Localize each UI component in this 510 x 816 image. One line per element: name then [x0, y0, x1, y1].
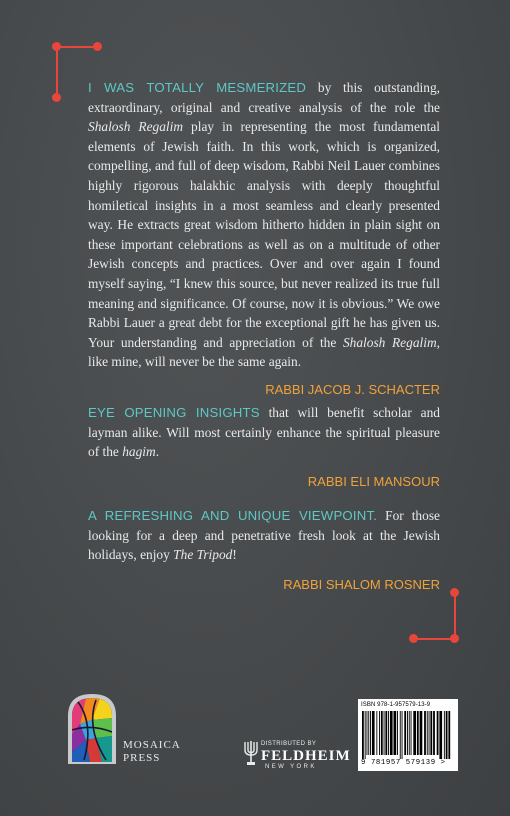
menorah-icon: [244, 740, 258, 766]
barcode-bar: [407, 711, 408, 755]
bracket-dot-icon: [450, 634, 459, 643]
review-attribution: RABBI JACOB J. SCHACTER: [265, 381, 440, 397]
barcode-bar: [439, 711, 442, 759]
bracket-dot-icon: [450, 588, 459, 597]
barcode-bar: [400, 711, 401, 759]
barcode-bar: [420, 711, 423, 755]
barcode-bar: [368, 711, 369, 755]
barcode-bar: [385, 711, 387, 755]
barcode-bar: [379, 711, 380, 755]
publisher-name: MOSAICA PRESS: [123, 739, 181, 764]
barcode-bar: [376, 711, 377, 755]
barcode-bar: [413, 711, 416, 755]
barcode-bar: [402, 711, 403, 759]
barcode-bar: [394, 711, 397, 755]
barcode-bar: [370, 711, 371, 755]
barcode-bar: [367, 711, 368, 755]
bracket-dot-icon: [409, 634, 418, 643]
barcode-bar: [427, 711, 428, 755]
review-quote: EYE OPENING INSIGHTS that will benefit scholar and layman alike. Will most certainly enhance the spiritual pleasure of the hagim.: [88, 405, 440, 460]
bracket-dot-icon: [93, 42, 102, 51]
review-mansour: [88, 403, 440, 489]
barcode-bar: [448, 711, 450, 759]
stained-glass-window-icon: [66, 694, 118, 764]
barcode-bar: [409, 711, 410, 755]
review-quote: A REFRESHING AND UNIQUE VIEWPOINT. For those looking for a deep and penetrative fresh look at the Jewish holidays, enjoy The Tripod!: [88, 508, 440, 563]
barcode-bar: [417, 711, 419, 755]
distributor-prefix: DISTRIBUTED BY: [261, 741, 317, 747]
barcode-bar: [433, 711, 435, 755]
barcode-bar: [437, 711, 439, 755]
barcode-bar: [390, 711, 393, 755]
barcode-icon: [362, 711, 454, 759]
review-attribution: RABBI ELI MANSOUR: [307, 473, 440, 489]
barcode-bar: [381, 711, 383, 755]
review-schacter: [88, 78, 440, 397]
barcode-number: 9 781957 579139 >: [361, 759, 446, 767]
barcode-bar: [411, 711, 412, 755]
review-rosner: [88, 506, 440, 592]
review-lead: EYE OPENING INSIGHTS: [88, 405, 260, 420]
bracket-dot-icon: [52, 93, 61, 102]
barcode-bar: [404, 711, 406, 755]
barcode-bar: [424, 711, 426, 755]
isbn-label: ISBN 978-1-957579-13-9: [361, 702, 431, 708]
distributor-name: FELDHEIM: [261, 748, 351, 764]
distributor-city: NEW YORK: [265, 764, 317, 770]
barcode-bar: [388, 711, 389, 755]
barcode-bar: [430, 711, 432, 755]
barcode-box: [358, 699, 458, 771]
barcode-bar: [429, 711, 430, 755]
barcode-bar: [444, 711, 445, 759]
barcode-bar: [372, 711, 375, 755]
barcode-bar: [365, 711, 366, 759]
barcode-bar: [446, 711, 448, 759]
review-quote: I WAS TOTALLY MESMERIZED by this outstanding, extraordinary, original and creative analysis of the role the Shalosh Regalim play in representing the most fundamental elements of Jewish faith. In this work, which is organized, compelling, and full of deep wisdom, Rabbi Neil Lauer combines highly rigorous halakhic analysis with deeply thoughtful homiletical insights in a most seamless and clearly presented way. He extracts great wisdom hitherto hidden in plain sight on these important celebrations as well as on a multitude of other Jewish concepts and practices. Over and over again I found myself saying, “I knew this source, but never realized its true full meaning and significance. Of course, now it is obvious.” We owe Rabbi Lauer a great debt for the exceptional gift he has given us. Your understanding and appreciation of the Shalosh Regalim, like mine, will never be the same again.: [88, 80, 440, 370]
review-attribution: RABBI SHALOM ROSNER: [283, 576, 440, 592]
barcode-bar: [362, 711, 364, 759]
barcode-bar: [397, 711, 398, 755]
review-lead: I WAS TOTALLY MESMERIZED: [88, 80, 307, 95]
review-lead: A REFRESHING AND UNIQUE VIEWPOINT.: [88, 508, 378, 523]
barcode-bar: [384, 711, 385, 755]
